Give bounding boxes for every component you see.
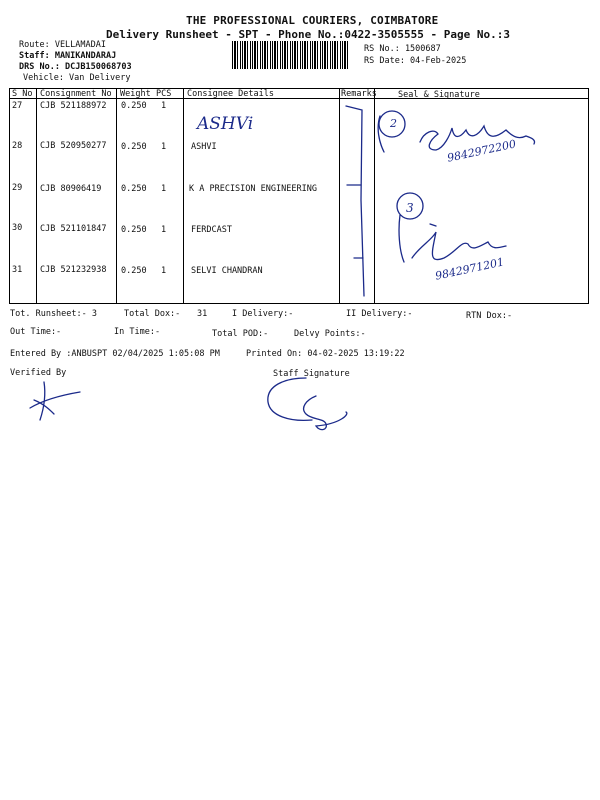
signature-2-icon: [412, 232, 506, 260]
verified-by-signature-icon: [30, 382, 80, 420]
entered-by: Entered By :ANBUSPT 02/04/2025 1:05:08 PM: [10, 349, 220, 359]
row-sno: 27: [12, 101, 23, 111]
col-header-sno: S No: [12, 89, 33, 99]
col-header-remarks: Remarks: [341, 89, 377, 99]
first-delivery: I Delivery:-: [232, 309, 294, 319]
row-pcs: 1: [161, 225, 167, 235]
row-pcs: 1: [161, 101, 167, 111]
row-weight: 0.250: [121, 184, 147, 194]
in-time: In Time:-: [114, 327, 161, 337]
row-weight: 0.250: [121, 101, 147, 111]
row-sno: 30: [12, 223, 23, 233]
seal-circle-3-icon: [397, 193, 423, 219]
staff-signature-icon: [268, 378, 347, 430]
row-sno: 29: [12, 183, 23, 193]
row-consignment: CJB 521101847: [40, 224, 107, 234]
row-consignment: CJB 521188972: [40, 101, 107, 111]
second-delivery: II Delivery:-: [346, 309, 413, 319]
row-consignee: FERDCAST: [191, 225, 232, 235]
row-consignee: K A PRECISION ENGINEERING: [189, 184, 317, 194]
row-sno: 28: [12, 141, 23, 151]
seal-circle-2-icon: [379, 111, 405, 137]
handwritten-phone-2: 9842971201: [434, 255, 506, 283]
route: Route: VELLAMADAI: [19, 40, 106, 50]
col-header-weight: Weight: [120, 89, 151, 99]
total-dox-value: 31: [197, 309, 208, 319]
total-runsheet: Tot. Runsheet:- 3: [10, 309, 97, 319]
company-name: THE PROFESSIONAL COURIERS, COIMBATORE: [186, 14, 439, 27]
row-consignment: CJB 80906419: [40, 184, 102, 194]
handwritten-ashvi: ASHVi: [197, 114, 254, 134]
runsheet-title: Delivery Runsheet - SPT - Phone No.:0422-3505555 - Page No.:3: [106, 28, 510, 41]
row-consignment: CJB 521232938: [40, 265, 107, 275]
rs-number: RS No.: 1500687: [364, 44, 441, 54]
row-pcs: 1: [161, 142, 167, 152]
total-pod: Total POD:-: [212, 329, 269, 339]
remarks-mark-icon: [346, 106, 364, 296]
rs-date: RS Date: 04-Feb-2025: [364, 56, 467, 66]
row-consignee: SELVI CHANDRAN: [191, 266, 263, 276]
out-time: Out Time:-: [10, 327, 62, 337]
handwritten-stamp-number-3: 3: [406, 201, 414, 215]
verified-by-label: Verified By: [10, 368, 67, 378]
staff-signature-label: Staff Signature: [273, 369, 350, 379]
staff: Staff: MANIKANDARAJ: [19, 51, 117, 61]
row-weight: 0.250: [121, 142, 147, 152]
row-weight: 0.250: [121, 266, 147, 276]
printed-on: Printed On: 04-02-2025 13:19:22: [246, 349, 405, 359]
row-weight: 0.250: [121, 225, 147, 235]
col-header-consignee: Consignee Details: [187, 89, 274, 99]
row-consignee: ASHVI: [191, 142, 217, 152]
row-sno: 31: [12, 265, 23, 275]
col-header-pcs: PCS: [156, 89, 172, 99]
delivery-points: Delvy Points:-: [294, 329, 366, 339]
vehicle: Vehicle: Van Delivery: [23, 73, 131, 83]
row-pcs: 1: [161, 184, 167, 194]
handwritten-phone-1: 9842972200: [446, 137, 518, 165]
handwritten-stamp-number-2: 2: [390, 117, 397, 130]
col-header-consignment: Consignment No: [40, 89, 112, 99]
signature-1-icon: [420, 126, 535, 150]
row-consignment: CJB 520950277: [40, 141, 107, 151]
drs-number: DRS No.: DCJB150068703: [19, 62, 132, 72]
total-dox-label: Total Dox:-: [124, 309, 181, 319]
row-pcs: 1: [161, 266, 167, 276]
return-dox: RTN Dox:-: [466, 311, 513, 321]
col-header-seal-signature: Seal & Signature: [398, 90, 480, 100]
